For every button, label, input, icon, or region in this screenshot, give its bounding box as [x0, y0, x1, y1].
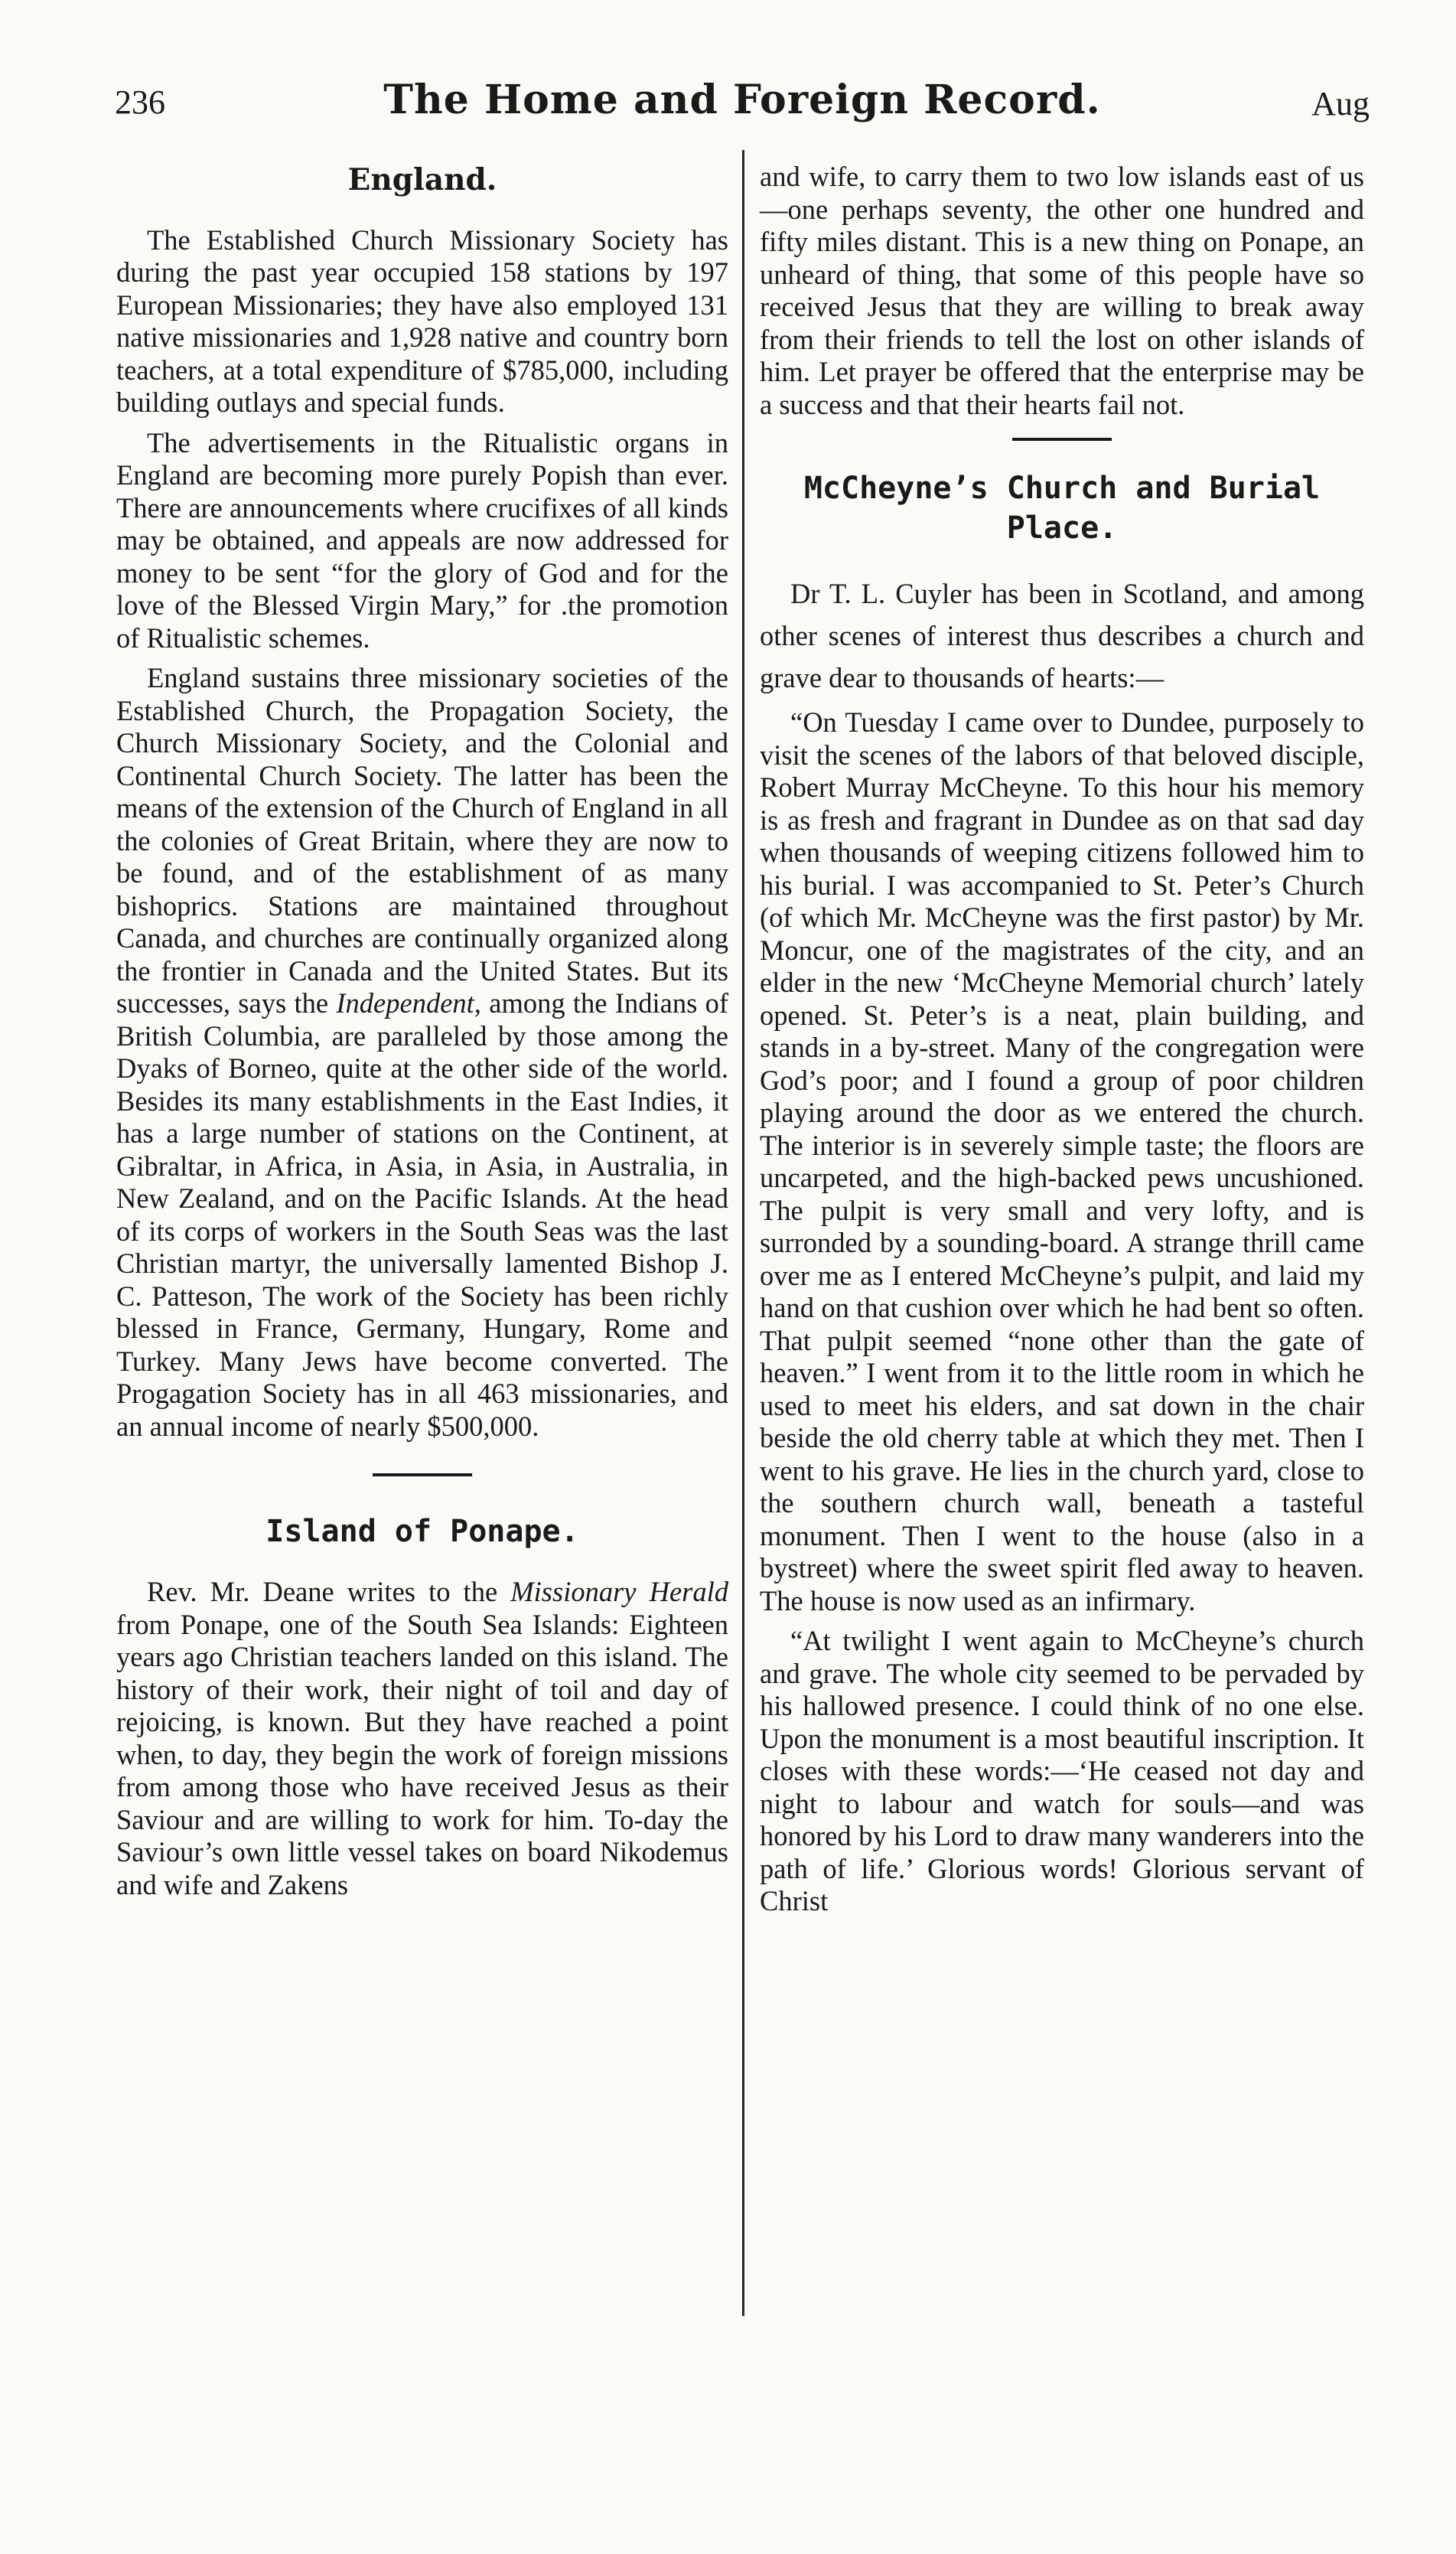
ponape-continuation: and wife, to carry them to two low islands east of us—one perhaps seventy, the other one hundred and fifty miles distant. This is a new thing on Ponape, an unheard of thing, that some of this people have so received Jesus that they are willing to break away from their friends to tell the lost on other islands of him. Let prayer be offered that the enterprise may be a success and that their hearts fail not. [760, 161, 1364, 420]
ponape-paragraph-1 [116, 1576, 728, 1901]
ponape-p1-text-b: from Ponape, one of the South Sea Islands: Eighteen years ago Christian teachers landed on this island. The history of their work, their night of toil and day of rejoicing, is known. But they have reached a point when, to day, they begin the work of foreign missions from among those who have received Jesus as their Saviour and are willing to work for him. To-day the Saviour’s own little vessel takes on board Nikodemus and wife and Zakens [116, 1608, 728, 1900]
mccheyne-paragraph-1: Dr T. L. Cuyler has been in Scotland, and among other scenes of interest thus describes a church and grave dear to thousands of hearts:— [760, 578, 1364, 693]
england-paragraph-3 [116, 662, 728, 1443]
section-title-mccheyne: McCheyne’s Church and Burial Place. [803, 471, 1321, 546]
page-header [115, 77, 1370, 138]
mccheyne-paragraph-2: “On Tuesday I came over to Dundee, purposely to visit the scenes of the labors of that beloved disciple, Robert Murray McCheyne. To this hour his memory is as fresh and fragrant in Dundee as on that sad day when thousands of weeping citizens followed him to his burial. I was accompanied to St. Peter’s Church (of which Mr. McCheyne was the first pastor) by Mr. Moncur, one of the magistrates of the city, and an elder in the new ‘McCheyne Memorial church’ lately opened. St. Peter’s is a neat, plain building, and stands in a by-street. Many of the congregation were God’s poor; and I found a group of poor children playing around the door as we entered the church. The interior is in severely simple taste; the floors are uncarpeted, and the high-backed pews uncushioned. The pulpit is very small and very lofty, and is surronded by a sounding-board. A strange thrill came over me as I entered McCheyne’s pulpit, and laid my hand on that cushion over which he had bent so often. That pulpit seemed “none other than the gate of heaven.” I went from it to the little room in which he used to meet his elders, and sat down in the chair beside the old cherry table at which they met. Then I went to his grave. He lies in the church yard, close to the southern church wall, beneath a tasteful monument. Then I went to the house (also in a bystreet) where the sweet spirit fled away to heaven. The house is now used as an infirmary. [760, 706, 1364, 1616]
header-month: Aug [1311, 85, 1370, 122]
section-rule [1012, 438, 1112, 441]
left-column [116, 161, 728, 1909]
england-paragraph-1: The Established Church Missionary Society has during the past year occupied 158 stations by 197 European Missionaries; they have also employed 131 native missionaries and 1,928 native and country born teachers, at a total expenditure of $785,000, including building outlays and special funds. [116, 223, 728, 419]
england-p3-italic: Independent, [336, 987, 481, 1019]
section-rule [373, 1473, 472, 1476]
running-title: The Home and Foreign Record. [383, 77, 1101, 123]
england-paragraph-2: The advertisements in the Ritualistic organs in England are becoming more purely Popish than ever. There are announcements where crucifixes of all kinds may be obtained, and appeals are now addressed for money to be sent “for the glory of God and for the love of the Blessed Virgin Mary,” for .the promotion of Ritualistic schemes. [116, 426, 728, 654]
section-title-ponape: Island of Ponape. [265, 1514, 579, 1550]
column-divider [742, 150, 744, 2316]
ponape-p1-italic: Missionary Herald [510, 1576, 729, 1608]
mccheyne-paragraph-3: “At twilight I went again to McCheyne’s church and grave. The whole city seemed to be pervaded by his hallowed presence. I could think of no one else. Upon the monument is a most beautiful inscription. It closes with these words:—‘He ceased not day and night to labour and watch for souls—and was honored by his Lord to draw many wanderers into the path of life.’ Glorious words! Glorious servant of Christ [760, 1625, 1364, 1916]
page-number: 236 [115, 83, 165, 121]
ponape-p1-text-a: Rev. Mr. Deane writes to the [147, 1576, 511, 1608]
england-p3-text-b: among the Indians of British Columbia, are paralleled by those among the Dyaks of Borneo, quite at the other side of the world. Besides its many establishments in the East Indies, it has a large number of stations on the Continent, at Gibraltar, in Africa, in Asia, in Asia, in Australia, in New Zealand, and on the Pacific Islands. At the head of its corps of workers in the South Seas was the last Christian martyr, the universally lamented Bishop J. C. Patteson, The work of the Society has been richly blessed in France, Germany, Hungary, Rome and Turkey. Many Jews have become converted. The Progagation Society has in all 463 missionaries, and an annual income of nearly $500,000. [116, 987, 728, 1442]
england-p3-text-a: England sustains three missionary societies of the Established Church, the Propagation Society, the Church Missionary Society, and the Colonial and Continental Church Society. The latter has been the means of the extension of the Church of England in all the colonies of Great Britain, where they are now to be found, and of the establishment of as many bishoprics. Stations are maintained throughout Canada, and churches are continually organized along the frontier in Canada and the United States. But its successes, says the [116, 662, 728, 1019]
section-title-england: England. [347, 162, 497, 197]
right-column [760, 161, 1364, 1926]
